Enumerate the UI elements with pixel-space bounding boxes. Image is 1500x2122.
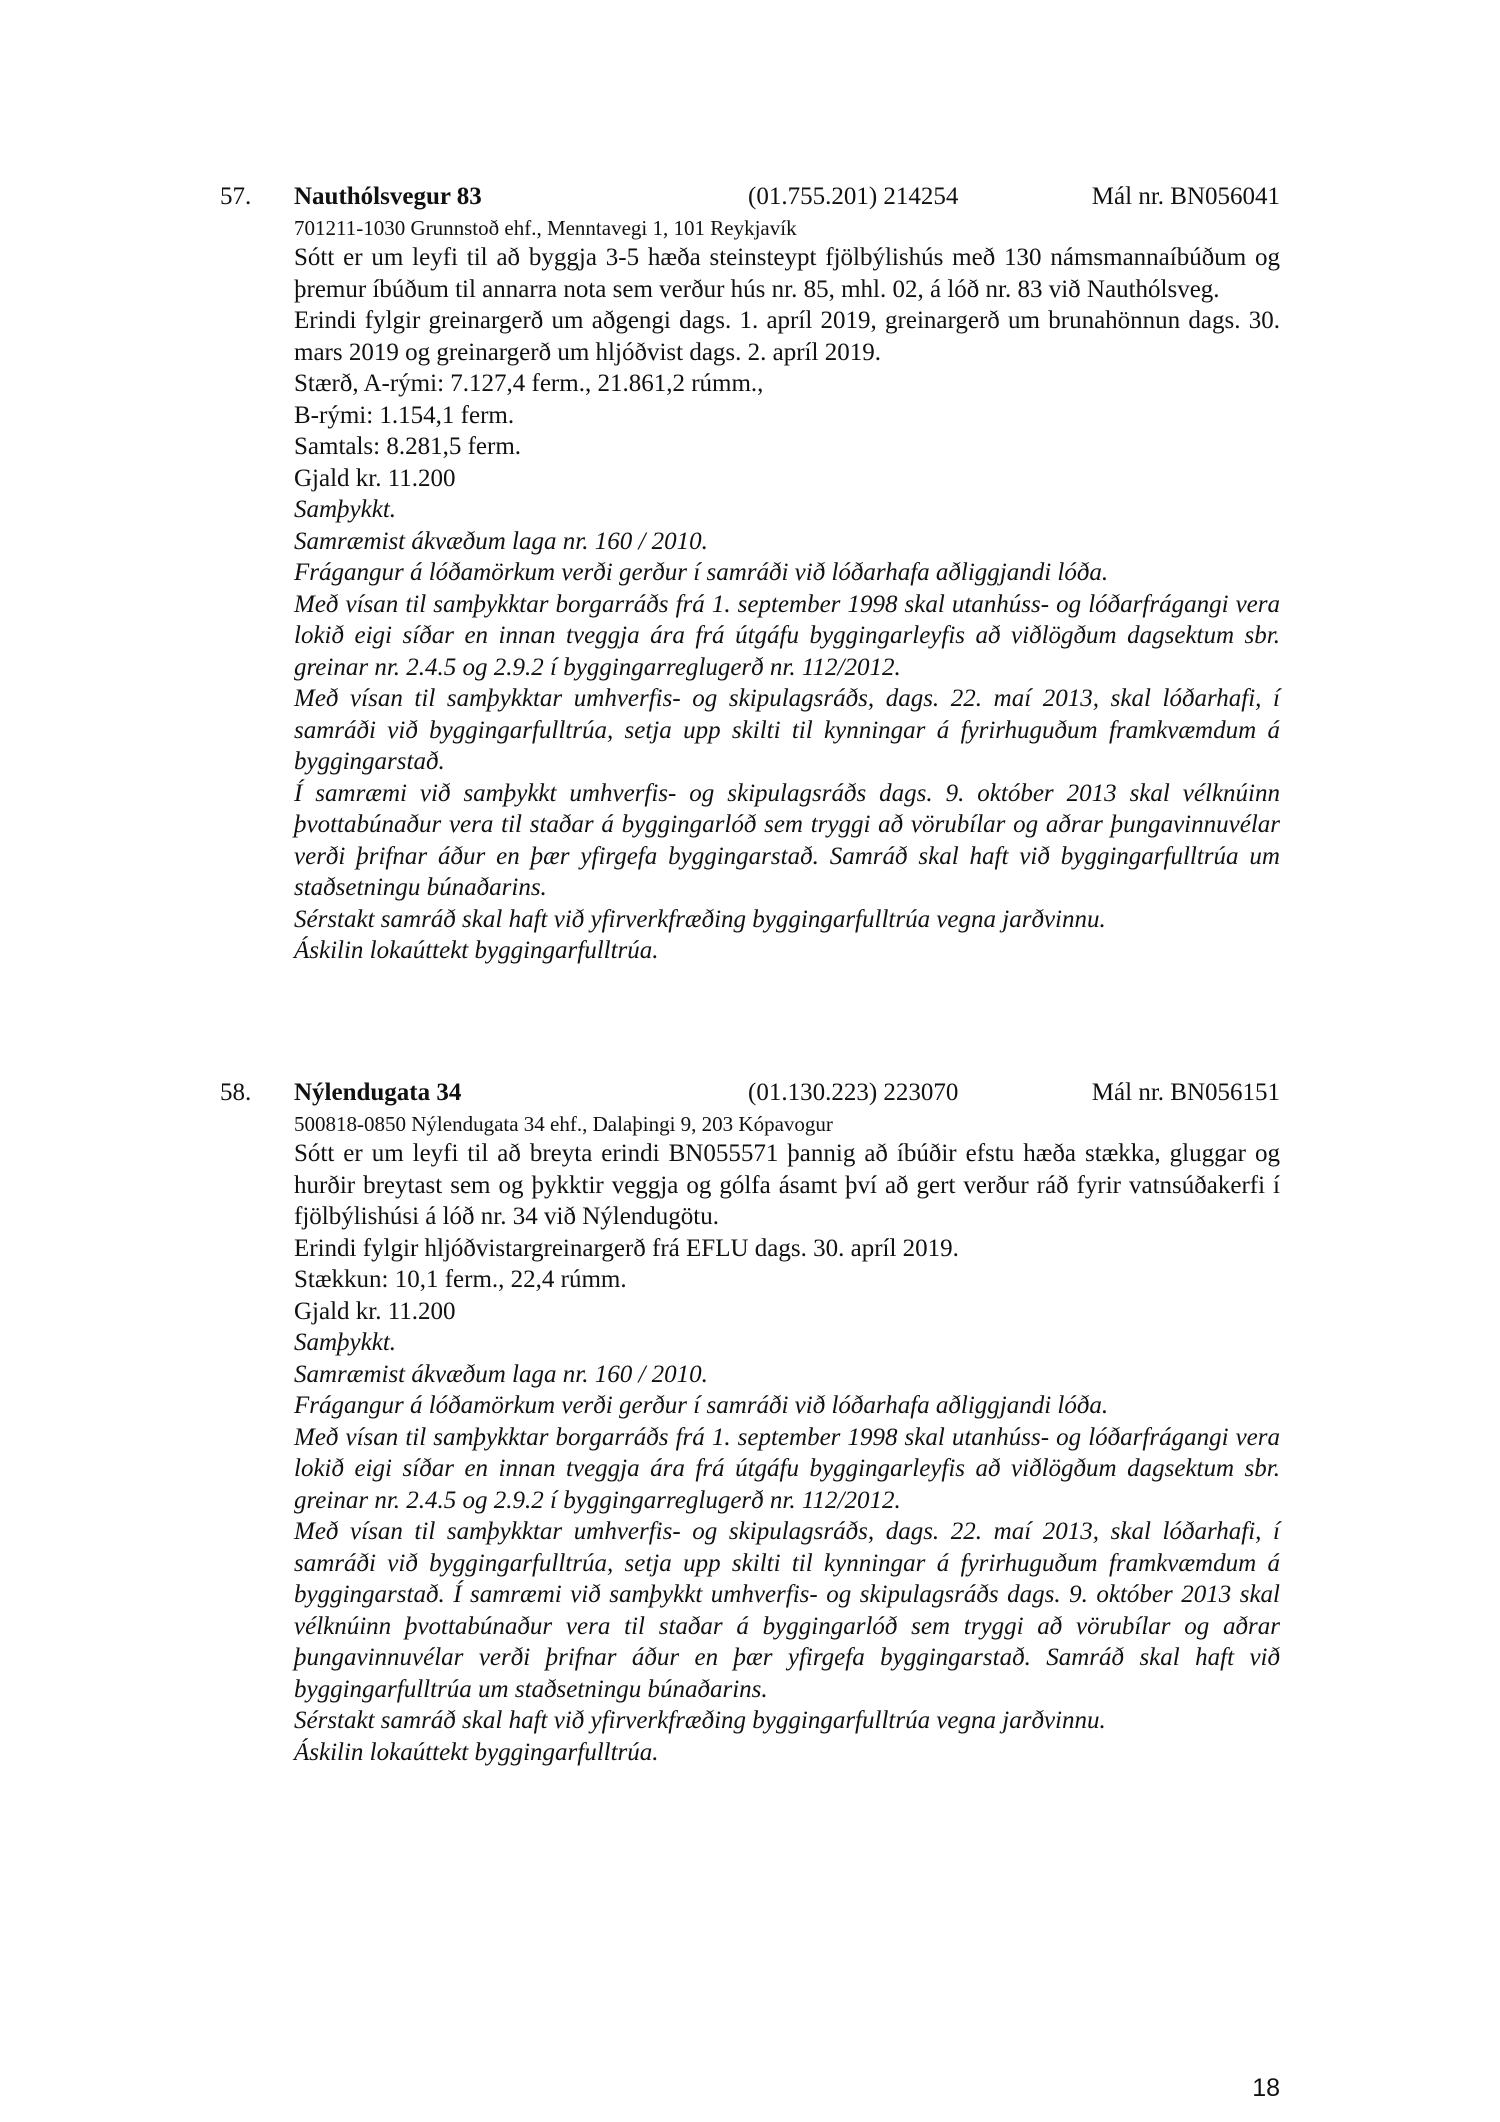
case-address: Nýlendugata 34 — [294, 1079, 462, 1106]
decision-paragraph: Áskilin lokaúttekt byggingarfulltrúa. — [294, 1738, 659, 1766]
property-code: (01.755.201) 214254 — [748, 183, 959, 210]
decision-paragraph: Samræmist ákvæðum laga nr. 160 / 2010. — [294, 1360, 708, 1388]
case-header — [220, 1076, 1280, 1110]
case-header — [220, 180, 1280, 214]
case-paragraphs — [294, 242, 1280, 967]
case-paragraph: Sótt er um leyfi til að breyta erindi BN055571 þannig að íbúðir efstu hæða stækka, gluggar og hurðir breytast sem og þykktir veggja og gólfa ásamt því að gert verður ráð fyrir vatnsúðakerfi í fjölbýlishúsi á lóð nr. 34 við Nýlendugötu. — [294, 1140, 1280, 1230]
case-reference: Mál nr. BN056151 — [1091, 1079, 1280, 1106]
case-paragraph: Gjald kr. 11.200 — [294, 1297, 456, 1325]
case-paragraphs — [294, 1138, 1280, 1768]
page-number: 18 — [1252, 2074, 1280, 2102]
decision-paragraph: Frágangur á lóðamörkum verði gerður í samráði við lóðarhafa aðliggjandi lóða. — [294, 1392, 1109, 1419]
decision-paragraph: Sérstakt samráð skal haft við yfirverkfræðing byggingarfulltrúa vegna jarðvinnu. — [294, 905, 1106, 933]
decision-paragraph: Með vísan til samþykktar umhverfis- og skipulagsráðs, dags. 22. maí 2013, skal lóðarhafi, í samráði við byggingarfulltrúa, setja upp skilti til kynningar á fyrirhuguðum framkvæmdum á byggingarstað. — [294, 685, 1280, 775]
decision-paragraph: Frágangur á lóðamörkum verði gerður í samráði við lóðarhafa aðliggjandi lóða. — [294, 559, 1109, 586]
case-paragraph: Stærð, A-rými: 7.127,4 ferm., 21.861,2 rúmm., — [294, 370, 764, 397]
case-body — [294, 214, 1280, 967]
decision-paragraph: Áskilin lokaúttekt byggingarfulltrúa. — [294, 937, 659, 964]
case-paragraph: Erindi fylgir hljóðvistargreinargerð frá EFLU dags. 30. apríl 2019. — [294, 1234, 959, 1262]
decision-paragraph: Samræmist ákvæðum laga nr. 160 / 2010. — [294, 527, 708, 555]
case-paragraph: Erindi fylgir greinargerð um aðgengi dags. 1. apríl 2019, greinargerð um brunahönnun dags. 30. mars 2019 og greinargerð um hljóðvist dags. 2. apríl 2019. — [294, 307, 1280, 366]
case-paragraph: Stækkun: 10,1 ferm., 22,4 rúmm. — [294, 1266, 627, 1293]
applicant: 701211-1030 Grunnstoð ehf., Menntavegi 1, 101 Reykjavík — [294, 216, 797, 240]
decision-paragraph: Í samræmi við samþykkt umhverfis- og skipulagsráðs dags. 9. október 2013 skal vélknúinn þvottabúnaður vera til staðar á byggingarlóð sem tryggi að vörubílar og aðrar þungavinnuvélar verði þrifnar áður en þær yfirgefa byggingarstað. Samráð skal haft við byggingarfulltrúa um staðsetningu búnaðarins. — [294, 779, 1280, 901]
applicant: 500818-0850 Nýlendugata 34 ehf., Dalaþingi 9, 203 Kópavogur — [294, 1112, 833, 1136]
case-number: 57. — [220, 183, 252, 210]
case-body — [294, 1110, 1280, 1768]
case-entry — [220, 1076, 1280, 1768]
case-paragraph: B-rými: 1.154,1 ferm. — [294, 401, 515, 429]
decision-paragraph: Með vísan til samþykktar umhverfis- og skipulagsráðs, dags. 22. maí 2013, skal lóðarhafi, í samráði við byggingarfulltrúa, setja upp skilti til kynningar á fyrirhuguðum framkvæmdum á byggingarstað. Í samræmi við samþykkt umhverfis- og skipulagsráðs dags. 9. október 2013 skal vélknúinn þvottabúnaður vera til staðar á byggingarlóð sem tryggi að vörubílar og aðrar þungavinnuvélar verði þrifnar áður en þær yfirgefa byggingarstað. Samráð skal haft við byggingarfulltrúa um staðsetningu búnaðarins. — [294, 1518, 1280, 1703]
decision-paragraph: Með vísan til samþykktar borgarráðs frá 1. september 1998 skal utanhúss- og lóðarfrágangi vera lokið eigi síðar en innan tveggja ára frá útgáfu byggingarleyfis að viðlögðum dagsektum sbr. greinar nr. 2.4.5 og 2.9.2 í byggingarreglugerð nr. 112/2012. — [294, 1423, 1280, 1514]
case-paragraph: Sótt er um leyfi til að byggja 3-5 hæða steinsteypt fjölbýlishús með 130 námsmannaíbúðum og þremur íbúðum til annarra nota sem verður hús nr. 85, mhl. 02, á lóð nr. 83 við Nauthólsveg. — [294, 244, 1280, 303]
decision-paragraph: Samþykkt. — [294, 1329, 397, 1356]
case-number: 58. — [220, 1079, 252, 1106]
property-code: (01.130.223) 223070 — [748, 1079, 959, 1106]
case-entry — [220, 180, 1280, 967]
case-address: Nauthólsvegur 83 — [294, 183, 482, 210]
case-paragraph: Gjald kr. 11.200 — [294, 464, 456, 492]
case-reference: Mál nr. BN056041 — [1091, 183, 1280, 210]
case-paragraph: Samtals: 8.281,5 ferm. — [294, 433, 522, 460]
decision-paragraph: Samþykkt. — [294, 496, 397, 523]
decision-paragraph: Með vísan til samþykktar borgarráðs frá 1. september 1998 skal utanhúss- og lóðarfrágangi vera lokið eigi síðar en innan tveggja ára frá útgáfu byggingarleyfis að viðlögðum dagsektum sbr. greinar nr. 2.4.5 og 2.9.2 í byggingarreglugerð nr. 112/2012. — [294, 590, 1280, 681]
decision-paragraph: Sérstakt samráð skal haft við yfirverkfræðing byggingarfulltrúa vegna jarðvinnu. — [294, 1707, 1106, 1734]
